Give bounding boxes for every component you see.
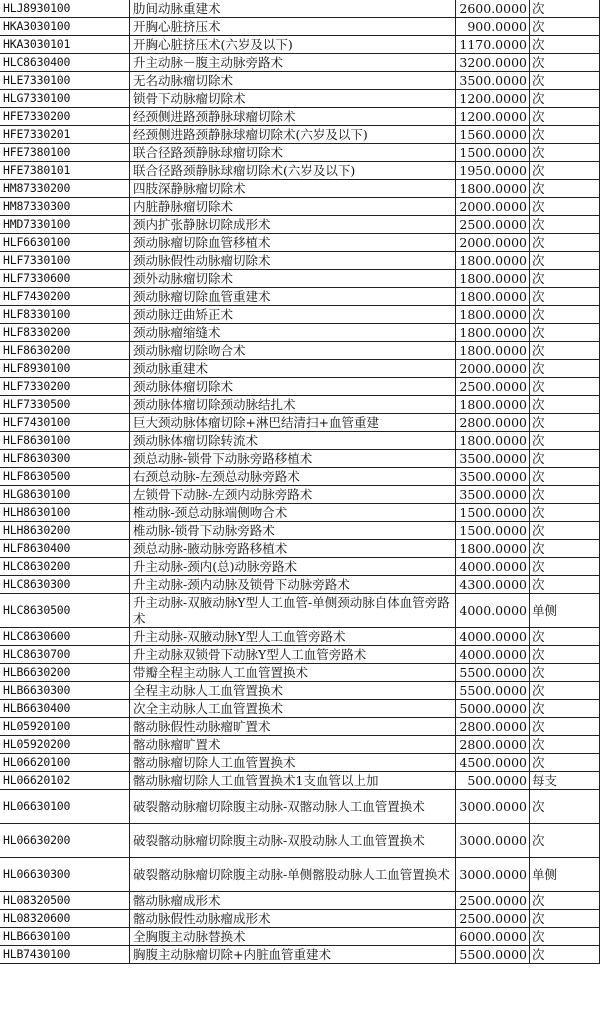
item-price-cell: 1800.0000 [456,180,530,198]
item-name-cell: 髂动脉瘤切除人工血管置换术1支血管以上加 [130,772,456,790]
item-price-cell: 1800.0000 [456,288,530,306]
item-unit-cell: 次 [530,198,600,216]
item-code-cell: HL05920100 [0,718,130,736]
item-unit-cell: 次 [530,486,600,504]
item-price-cell: 5500.0000 [456,946,530,964]
item-price-cell: 2800.0000 [456,718,530,736]
item-name-cell: 髂动脉瘤切除人工血管置换术 [130,754,456,772]
item-price-cell: 1800.0000 [456,306,530,324]
item-unit-cell: 次 [530,646,600,664]
item-code-cell: HLF8630500 [0,468,130,486]
table-row [0,558,600,576]
item-price-cell: 1800.0000 [456,396,530,414]
item-unit-cell: 次 [530,718,600,736]
item-name-cell: 颈动脉瘤切除吻合术 [130,342,456,360]
item-name-cell: 颈动脉瘤切除血管移植术 [130,234,456,252]
table-row [0,892,600,910]
table-row [0,450,600,468]
table-row [0,306,600,324]
item-price-cell: 1950.0000 [456,162,530,180]
item-name-cell: 开胸心脏挤压术 [130,18,456,36]
item-code-cell: HLC8630300 [0,576,130,594]
table-row [0,270,600,288]
item-name-cell: 颈动脉体瘤切除颈动脉结扎术 [130,396,456,414]
item-name-cell: 颈动脉假性动脉瘤切除术 [130,252,456,270]
item-name-cell: 破裂髂动脉瘤切除腹主动脉-单侧髂股动脉人工血管置换术 [130,858,456,892]
item-unit-cell: 次 [530,288,600,306]
item-name-cell: 颈动脉体瘤切除术 [130,378,456,396]
item-name-cell: 肋间动脉重建术 [130,0,456,18]
item-price-cell: 5500.0000 [456,664,530,682]
item-code-cell: HLG8630100 [0,486,130,504]
item-unit-cell: 次 [530,216,600,234]
item-name-cell: 次全主动脉人工血管置换术 [130,700,456,718]
table-row [0,824,600,858]
item-price-cell: 4500.0000 [456,754,530,772]
table-row [0,646,600,664]
item-code-cell: HM87330300 [0,198,130,216]
table-row [0,162,600,180]
item-price-cell: 1200.0000 [456,108,530,126]
item-price-cell: 2500.0000 [456,892,530,910]
item-name-cell: 右颈总动脉-左颈总动脉旁路术 [130,468,456,486]
item-name-cell: 破裂髂动脉瘤切除腹主动脉-双股动脉人工血管置换术 [130,824,456,858]
table-row [0,664,600,682]
item-name-cell: 经颈侧进路颈静脉球瘤切除术 [130,108,456,126]
item-name-cell: 髂动脉瘤旷置术 [130,736,456,754]
item-unit-cell: 次 [530,928,600,946]
table-row [0,432,600,450]
table-row [0,946,600,964]
item-price-cell: 2500.0000 [456,910,530,928]
item-code-cell: HFE7330200 [0,108,130,126]
item-unit-cell: 次 [530,378,600,396]
item-code-cell: HFE7380100 [0,144,130,162]
item-code-cell: HLF8630300 [0,450,130,468]
table-row [0,54,600,72]
item-name-cell: 巨大颈动脉体瘤切除+淋巴结清扫+血管重建 [130,414,456,432]
item-unit-cell: 次 [530,342,600,360]
item-price-cell: 4000.0000 [456,558,530,576]
item-price-cell: 1800.0000 [456,324,530,342]
item-unit-cell: 次 [530,126,600,144]
item-unit-cell: 次 [530,108,600,126]
item-unit-cell: 次 [530,306,600,324]
item-unit-cell: 次 [530,36,600,54]
item-unit-cell: 次 [530,540,600,558]
table-row [0,0,600,18]
table-row [0,216,600,234]
item-name-cell: 四肢深静脉瘤切除术 [130,180,456,198]
item-name-cell: 升主动脉-双腋动脉Y型人工血管-单侧颈动脉自体血管旁路术 [130,594,456,628]
item-unit-cell: 次 [530,162,600,180]
item-name-cell: 经颈侧进路颈静脉球瘤切除术(六岁及以下) [130,126,456,144]
item-name-cell: 左锁骨下动脉-左颈内动脉旁路术 [130,486,456,504]
table-row [0,342,600,360]
table-row [0,504,600,522]
item-price-cell: 1800.0000 [456,342,530,360]
item-code-cell: HFE7330201 [0,126,130,144]
table-row [0,198,600,216]
item-code-cell: HKA3030101 [0,36,130,54]
item-name-cell: 颈内扩张静脉切除成形术 [130,216,456,234]
table-row [0,594,600,628]
table-row [0,234,600,252]
item-unit-cell: 次 [530,468,600,486]
item-unit-cell: 次 [530,90,600,108]
item-name-cell: 椎动脉-锁骨下动脉旁路术 [130,522,456,540]
item-code-cell: HL05920200 [0,736,130,754]
table-row [0,718,600,736]
item-price-cell: 3500.0000 [456,486,530,504]
item-code-cell: HLB6630400 [0,700,130,718]
item-price-cell: 2000.0000 [456,198,530,216]
table-row [0,18,600,36]
item-unit-cell: 次 [530,946,600,964]
item-name-cell: 颈动脉体瘤切除转流术 [130,432,456,450]
item-code-cell: HMD7330100 [0,216,130,234]
item-code-cell: HLB7430100 [0,946,130,964]
item-code-cell: HLF8630200 [0,342,130,360]
item-code-cell: HLB6630300 [0,682,130,700]
table-row [0,126,600,144]
table-row [0,576,600,594]
item-price-cell: 5500.0000 [456,682,530,700]
table-row [0,288,600,306]
item-price-cell: 2000.0000 [456,234,530,252]
item-price-cell: 1500.0000 [456,144,530,162]
table-row [0,910,600,928]
item-code-cell: HLF7330200 [0,378,130,396]
item-code-cell: HLF6630100 [0,234,130,252]
item-name-cell: 髂动脉假性动脉瘤成形术 [130,910,456,928]
table-row [0,736,600,754]
table-row [0,700,600,718]
item-name-cell: 颈总动脉-腋动脉旁路移植术 [130,540,456,558]
item-price-cell: 2800.0000 [456,736,530,754]
item-name-cell: 椎动脉-颈总动脉端侧吻合术 [130,504,456,522]
table-row [0,754,600,772]
item-name-cell: 髂动脉瘤成形术 [130,892,456,910]
item-code-cell: HLJ8930100 [0,0,130,18]
table-row [0,72,600,90]
item-code-cell: HLF8630400 [0,540,130,558]
item-price-cell: 1800.0000 [456,540,530,558]
item-unit-cell: 次 [530,360,600,378]
item-name-cell: 颈动脉重建术 [130,360,456,378]
item-unit-cell: 次 [530,414,600,432]
item-unit-cell: 次 [530,736,600,754]
item-name-cell: 破裂髂动脉瘤切除腹主动脉-双髂动脉人工血管置换术 [130,790,456,824]
item-code-cell: HLF8630100 [0,432,130,450]
table-row [0,772,600,790]
table-row [0,414,600,432]
item-code-cell: HLF7330500 [0,396,130,414]
item-unit-cell: 次 [530,664,600,682]
item-unit-cell: 次 [530,824,600,858]
item-price-cell: 1170.0000 [456,36,530,54]
item-unit-cell: 次 [530,0,600,18]
item-price-cell: 2500.0000 [456,216,530,234]
item-price-cell: 2500.0000 [456,378,530,396]
item-price-cell: 1800.0000 [456,432,530,450]
item-code-cell: HLF7430100 [0,414,130,432]
item-code-cell: HLF8330200 [0,324,130,342]
table-row [0,682,600,700]
item-unit-cell: 次 [530,754,600,772]
table-row [0,790,600,824]
item-price-cell: 3500.0000 [456,468,530,486]
item-unit-cell: 次 [530,18,600,36]
item-name-cell: 内脏静脉瘤切除术 [130,198,456,216]
item-code-cell: HLH8630100 [0,504,130,522]
table-row [0,324,600,342]
item-price-cell: 1800.0000 [456,270,530,288]
item-name-cell: 颈外动脉瘤切除术 [130,270,456,288]
item-name-cell: 无名动脉瘤切除术 [130,72,456,90]
item-unit-cell: 次 [530,432,600,450]
table-row [0,468,600,486]
item-name-cell: 髂动脉假性动脉瘤旷置术 [130,718,456,736]
item-name-cell: 联合径路颈静脉球瘤切除术 [130,144,456,162]
item-code-cell: HLF8930100 [0,360,130,378]
item-price-cell: 2800.0000 [456,414,530,432]
item-code-cell: HLF7430200 [0,288,130,306]
item-code-cell: HLC8630600 [0,628,130,646]
table-row [0,396,600,414]
table-row [0,486,600,504]
item-code-cell: HL06620102 [0,772,130,790]
item-price-cell: 3000.0000 [456,824,530,858]
table-row [0,928,600,946]
item-price-cell: 3200.0000 [456,54,530,72]
item-name-cell: 带瓣全程主动脉人工血管置换术 [130,664,456,682]
item-price-cell: 4000.0000 [456,628,530,646]
item-name-cell: 升主动脉-双腋动脉Y型人工血管旁路术 [130,628,456,646]
item-name-cell: 全程主动脉人工血管置换术 [130,682,456,700]
item-name-cell: 颈动脉迂曲矫正术 [130,306,456,324]
item-price-cell: 3500.0000 [456,72,530,90]
item-unit-cell: 次 [530,504,600,522]
item-code-cell: HLF8330100 [0,306,130,324]
item-name-cell: 联合径路颈静脉球瘤切除术(六岁及以下) [130,162,456,180]
item-code-cell: HLC8630500 [0,594,130,628]
item-code-cell: HKA3030100 [0,18,130,36]
item-unit-cell: 次 [530,270,600,288]
item-code-cell: HL06620100 [0,754,130,772]
item-price-cell: 4000.0000 [456,594,530,628]
item-code-cell: HL06630200 [0,824,130,858]
table-row [0,36,600,54]
item-name-cell: 升主动脉－腹主动脉旁路术 [130,54,456,72]
item-unit-cell: 次 [530,892,600,910]
item-unit-cell: 次 [530,396,600,414]
item-price-cell: 3000.0000 [456,858,530,892]
item-price-cell: 5000.0000 [456,700,530,718]
item-price-cell: 1500.0000 [456,522,530,540]
table-row [0,360,600,378]
item-code-cell: HLG7330100 [0,90,130,108]
item-code-cell: HLH8630200 [0,522,130,540]
item-name-cell: 全胸腹主动脉替换术 [130,928,456,946]
item-price-cell: 1560.0000 [456,126,530,144]
item-unit-cell: 次 [530,180,600,198]
item-price-cell: 3000.0000 [456,790,530,824]
item-name-cell: 颈动脉瘤切除血管重建术 [130,288,456,306]
item-unit-cell: 单侧 [530,594,600,628]
item-code-cell: HL08320500 [0,892,130,910]
item-code-cell: HLF7330600 [0,270,130,288]
item-unit-cell: 次 [530,54,600,72]
item-price-cell: 4000.0000 [456,646,530,664]
item-name-cell: 升主动脉-颈内动脉及锁骨下动脉旁路术 [130,576,456,594]
item-unit-cell: 次 [530,72,600,90]
item-unit-cell: 单侧 [530,858,600,892]
item-unit-cell: 每支 [530,772,600,790]
item-name-cell: 颈总动脉-锁骨下动脉旁路移植术 [130,450,456,468]
table-row [0,90,600,108]
table-row [0,628,600,646]
item-code-cell: HLC8630700 [0,646,130,664]
table-row [0,144,600,162]
item-name-cell: 升主动脉-颈内(总)动脉旁路术 [130,558,456,576]
item-code-cell: HL08320600 [0,910,130,928]
item-price-cell: 2600.0000 [456,0,530,18]
table-row [0,540,600,558]
item-code-cell: HLF7330100 [0,252,130,270]
item-code-cell: HLB6630200 [0,664,130,682]
item-code-cell: HL06630300 [0,858,130,892]
item-unit-cell: 次 [530,910,600,928]
item-unit-cell: 次 [530,450,600,468]
item-unit-cell: 次 [530,628,600,646]
item-name-cell: 升主动脉双锁骨下动脉Y型人工血管旁路术 [130,646,456,664]
table-row [0,252,600,270]
table-row [0,108,600,126]
item-price-cell: 1800.0000 [456,252,530,270]
item-unit-cell: 次 [530,234,600,252]
item-unit-cell: 次 [530,790,600,824]
table-row [0,522,600,540]
item-unit-cell: 次 [530,522,600,540]
item-price-cell: 3500.0000 [456,450,530,468]
item-price-cell: 900.0000 [456,18,530,36]
item-price-cell: 6000.0000 [456,928,530,946]
item-price-cell: 1500.0000 [456,504,530,522]
item-unit-cell: 次 [530,324,600,342]
item-name-cell: 锁骨下动脉瘤切除术 [130,90,456,108]
item-unit-cell: 次 [530,576,600,594]
item-code-cell: HLE7330100 [0,72,130,90]
item-code-cell: HL06630100 [0,790,130,824]
item-unit-cell: 次 [530,252,600,270]
table-row [0,180,600,198]
item-unit-cell: 次 [530,700,600,718]
item-unit-cell: 次 [530,558,600,576]
item-code-cell: HLC8630400 [0,54,130,72]
item-unit-cell: 次 [530,144,600,162]
item-code-cell: HLB6630100 [0,928,130,946]
item-code-cell: HLC8630200 [0,558,130,576]
item-name-cell: 胸腹主动脉瘤切除+内脏血管重建术 [130,946,456,964]
item-unit-cell: 次 [530,682,600,700]
table-row [0,858,600,892]
item-price-cell: 4300.0000 [456,576,530,594]
item-price-cell: 1200.0000 [456,90,530,108]
item-name-cell: 开胸心脏挤压术(六岁及以下) [130,36,456,54]
item-name-cell: 颈动脉瘤缩缝术 [130,324,456,342]
item-code-cell: HFE7380101 [0,162,130,180]
table-row [0,378,600,396]
item-price-cell: 500.0000 [456,772,530,790]
item-price-cell: 2000.0000 [456,360,530,378]
item-code-cell: HM87330200 [0,180,130,198]
